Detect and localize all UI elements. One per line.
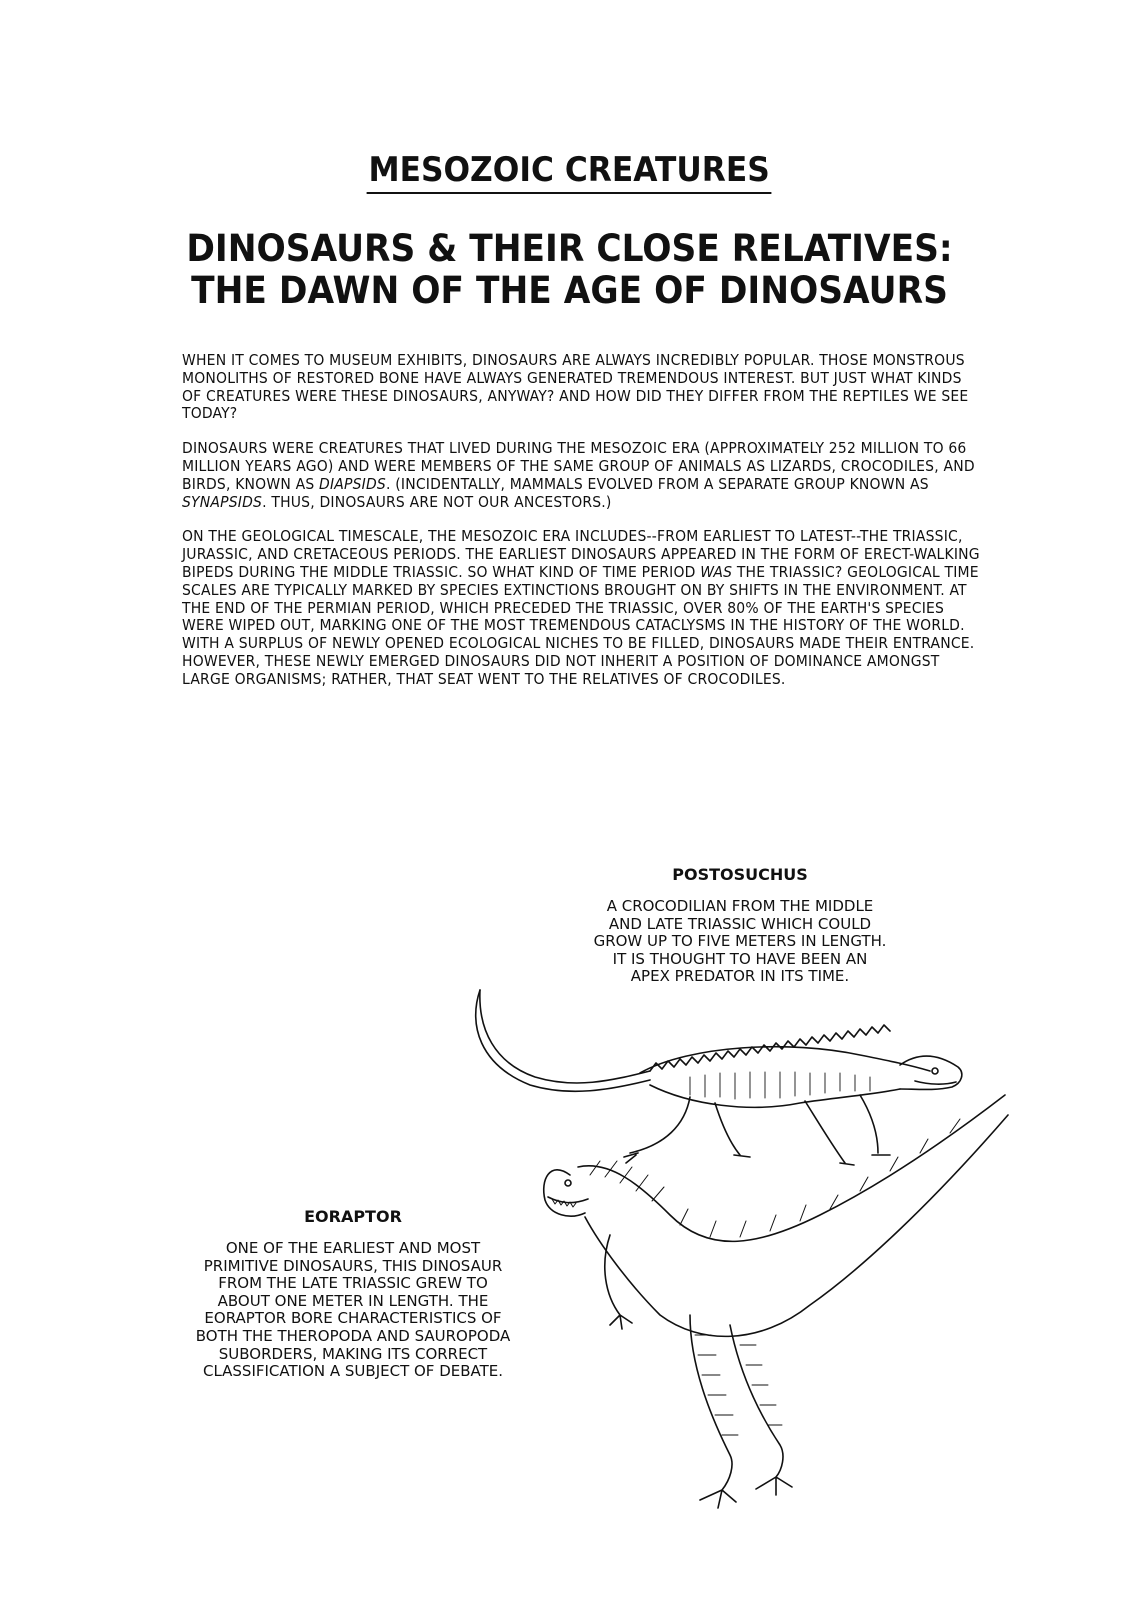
caption-line: A CROCODILIAN FROM THE MIDDLE — [606, 897, 874, 915]
caption-postosuchus-description — [570, 898, 910, 986]
caption-line: EORAPTOR BORE CHARACTERISTICS OF — [204, 1309, 502, 1328]
caption-line: SUBORDERS, MAKING ITS CORRECT — [218, 1344, 488, 1363]
page-title — [0, 228, 1139, 312]
paragraph-2-term-synapsids: SYNAPSIDS — [182, 492, 263, 511]
page-title-line-1: DINOSAURS & THEIR CLOSE RELATIVES: — [186, 227, 953, 270]
caption-postosuchus — [570, 865, 910, 986]
page-title-line-2: THE DAWN OF THE AGE OF DINOSAURS — [191, 269, 948, 312]
dinosaur-illustration — [460, 985, 1020, 1525]
caption-line: GROW UP TO FIVE METERS IN LENGTH. — [593, 932, 887, 951]
paragraph-2 — [182, 440, 982, 511]
caption-line: BOTH THE THEROPODA AND SAUROPODA — [195, 1326, 511, 1345]
caption-line: FROM THE LATE TRIASSIC GREW TO — [218, 1274, 488, 1293]
caption-line: ONE OF THE EARLIEST AND MOST — [225, 1239, 481, 1257]
paragraph-2-part-a: DINOSAURS WERE CREATURES THAT LIVED DURING THE MESOZOIC ERA (APPROXIMATELY 252 MILLION TO 66 MILLION YEARS AGO) AND WERE MEMBERS OF THE SAME GROUP OF ANIMALS AS LIZARDS, CROCODILES, AND BIRDS, KNOWN AS — [182, 439, 975, 493]
caption-postosuchus-name: POSTOSUCHUS — [672, 865, 808, 884]
caption-line: AND LATE TRIASSIC WHICH COULD — [608, 914, 872, 933]
section-title-text: MESOZOIC CREATURES — [367, 150, 772, 194]
caption-line: PRIMITIVE DINOSAURS, THIS DINOSAUR — [203, 1256, 503, 1275]
caption-line: CLASSIFICATION A SUBJECT OF DEBATE. — [202, 1362, 504, 1381]
paragraph-3-part-c: THE TRIASSIC? GEOLOGICAL TIME SCALES ARE TYPICALLY MARKED BY SPECIES EXTINCTIONS BROUGHT ON BY SHIFTS IN THE ENVIRONMENT. AT THE END OF THE PERMIAN PERIOD, WHICH PRECEDED THE TRIASSIC, OVER 80% OF THE EARTH'S SPECIES WERE WIPED OUT, MARKING ONE OF THE MOST TREMENDOUS CATACLYSMS IN THE HISTORY OF THE WORLD. WITH A SURPLUS OF NEWLY OPENED ECOLOGICAL NICHES TO BE FILLED, DINOSAURS MADE THEIR ENTRANCE. HOWEVER, THESE NEWLY EMERGED DINOSAURS DID NOT INHERIT A POSITION OF DOMINANCE AMONGST LARGE ORGANISMS; RATHER, THAT SEAT WENT TO THE RELATIVES OF CROCODILES. — [182, 562, 979, 688]
caption-line: IT IS THOUGHT TO HAVE BEEN AN — [612, 949, 868, 968]
body-text — [182, 352, 982, 706]
postosuchus-drawing — [476, 990, 962, 1165]
paragraph-1: WHEN IT COMES TO MUSEUM EXHIBITS, DINOSAURS ARE ALWAYS INCREDIBLY POPULAR. THOSE MONSTROUS MONOLITHS OF RESTORED BONE HAVE ALWAYS GENERATED TREMENDOUS INTEREST. BUT JUST WHAT KINDS OF CREATURES WERE THESE DINOSAURS, ANYWAY? AND HOW DID THEY DIFFER FROM THE REPTILES WE SEE TODAY? — [182, 351, 969, 423]
caption-line: APEX PREDATOR IN ITS TIME. — [630, 967, 850, 986]
eoraptor-drawing — [544, 1095, 1008, 1508]
caption-eoraptor-name: EORAPTOR — [304, 1207, 402, 1226]
paragraph-2-part-e: . THUS, DINOSAURS ARE NOT OUR ANCESTORS.) — [262, 492, 612, 511]
paragraph-2-term-diapsids: DIAPSIDS — [319, 474, 386, 493]
paragraph-3 — [182, 528, 982, 688]
section-title — [0, 150, 1139, 194]
paragraph-2-part-c: . (INCIDENTALLY, MAMMALS EVOLVED FROM A SEPARATE GROUP KNOWN AS — [385, 474, 929, 493]
caption-line: ABOUT ONE METER IN LENGTH. THE — [217, 1291, 489, 1310]
paragraph-3-emphasis-was: WAS — [700, 562, 733, 581]
paragraph-3-part-a: ON THE GEOLOGICAL TIMESCALE, THE MESOZOIC ERA INCLUDES--FROM EARLIEST TO LATEST--THE TRIASSIC, JURASSIC, AND CRETACEOUS PERIODS. THE EARLIEST DINOSAURS APPEARED IN THE FORM OF ERECT-WALKING BIPEDS DURING THE MIDDLE TRIASSIC. SO WHAT KIND OF TIME PERIOD — [182, 527, 980, 581]
